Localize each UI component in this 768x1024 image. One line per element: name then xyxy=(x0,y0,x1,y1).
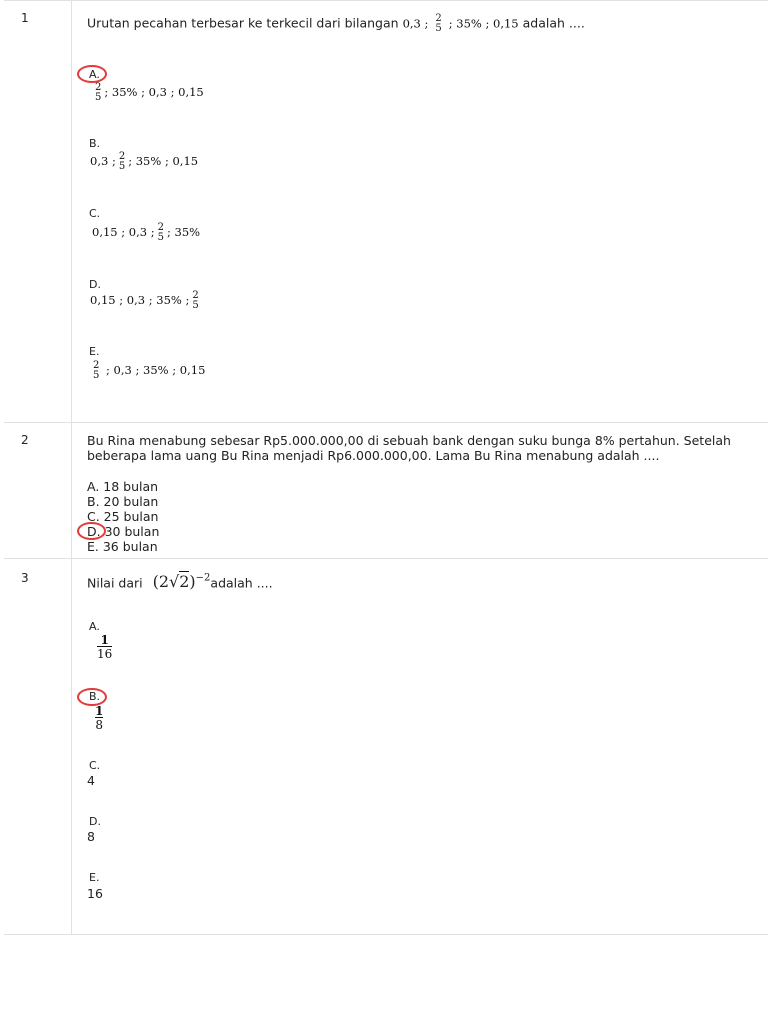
option-label[interactable]: E. xyxy=(89,345,100,358)
question-row-1 xyxy=(4,0,768,423)
question-expr-part: ; 35% ; 0,15 xyxy=(448,16,519,31)
question-text xyxy=(87,14,585,34)
option-label[interactable]: A. xyxy=(89,68,100,81)
option-answer: 0,3 ; 2 5 ; 35% ; 0,15 xyxy=(90,151,199,172)
answer-mark-circle xyxy=(77,522,106,540)
question-number: 3 xyxy=(21,571,29,585)
option-item[interactable]: D. 30 bulan xyxy=(87,524,160,539)
option-label[interactable]: A. xyxy=(89,620,100,633)
option-item[interactable]: A. 18 bulan xyxy=(87,479,159,494)
question-expr-part: 0,3 ; xyxy=(402,16,429,31)
option-value: 8 xyxy=(87,829,95,844)
question-number: 1 xyxy=(21,11,29,25)
answer-mark-circle xyxy=(77,65,107,83)
option-answer: 2 5 ; 0,3 ; 35% ; 0,15 xyxy=(93,360,206,381)
option-label[interactable]: D. xyxy=(89,278,101,291)
fraction: 2 5 xyxy=(157,222,164,243)
option-answer xyxy=(92,705,106,731)
question-prompt: Urutan pecahan terbesar ke terkecil dari bilangan xyxy=(87,15,399,31)
option-label[interactable]: C. xyxy=(89,207,101,220)
option-answer: 2 5 ; 35% ; 0,3 ; 0,15 xyxy=(95,82,204,103)
fraction: $\frac{1}{8}$ xyxy=(95,704,104,732)
question-suffix: adalah .... xyxy=(210,575,273,591)
question-text: Bu Rina menabung sebesar Rp5.000.000,00 di sebuah bank dengan suku bunga 8% pertahun. Setelah beberapa lama uang Bu Rina menjadi Rp6.000.000,00. Lama Bu Rina menabung adalah .... xyxy=(87,433,731,463)
option-label[interactable]: C. xyxy=(89,759,101,772)
option-label[interactable]: E. xyxy=(89,871,100,884)
question-row-3 xyxy=(4,559,768,935)
fraction: 2 5 xyxy=(192,290,199,311)
option-item[interactable]: C. 25 bulan xyxy=(87,509,159,524)
option-label[interactable]: B. xyxy=(89,137,101,150)
option-answer: 0,15 ; 0,3 ; 35% ; 2 5 xyxy=(90,290,199,311)
option-item[interactable]: B. 20 bulan xyxy=(87,494,159,509)
option-label[interactable]: B. xyxy=(89,690,101,703)
fraction: $\frac{1}{16}$ xyxy=(97,633,113,661)
option-answer: 0,15 ; 0,3 ; 2 5 ; 35% xyxy=(92,222,201,243)
question-prompt: Nilai dari xyxy=(87,575,143,591)
question-row-2 xyxy=(4,423,768,559)
question-text xyxy=(87,571,273,590)
option-value: 4 xyxy=(87,773,95,788)
option-value: 16 xyxy=(87,886,103,901)
option-label[interactable]: D. xyxy=(89,815,101,828)
power-expression: $(2√2)^{-2}$ xyxy=(152,572,211,592)
quiz-table xyxy=(4,0,768,935)
fraction: 2 5 xyxy=(95,82,102,103)
question-suffix: adalah .... xyxy=(522,15,585,31)
question-number: 2 xyxy=(21,433,29,447)
option-item[interactable]: E. 36 bulan xyxy=(87,539,158,554)
option-answer xyxy=(94,634,115,660)
fraction: 2 5 xyxy=(118,151,126,172)
fraction: 2 5 xyxy=(93,360,100,381)
fraction: 2 5 xyxy=(435,13,442,34)
